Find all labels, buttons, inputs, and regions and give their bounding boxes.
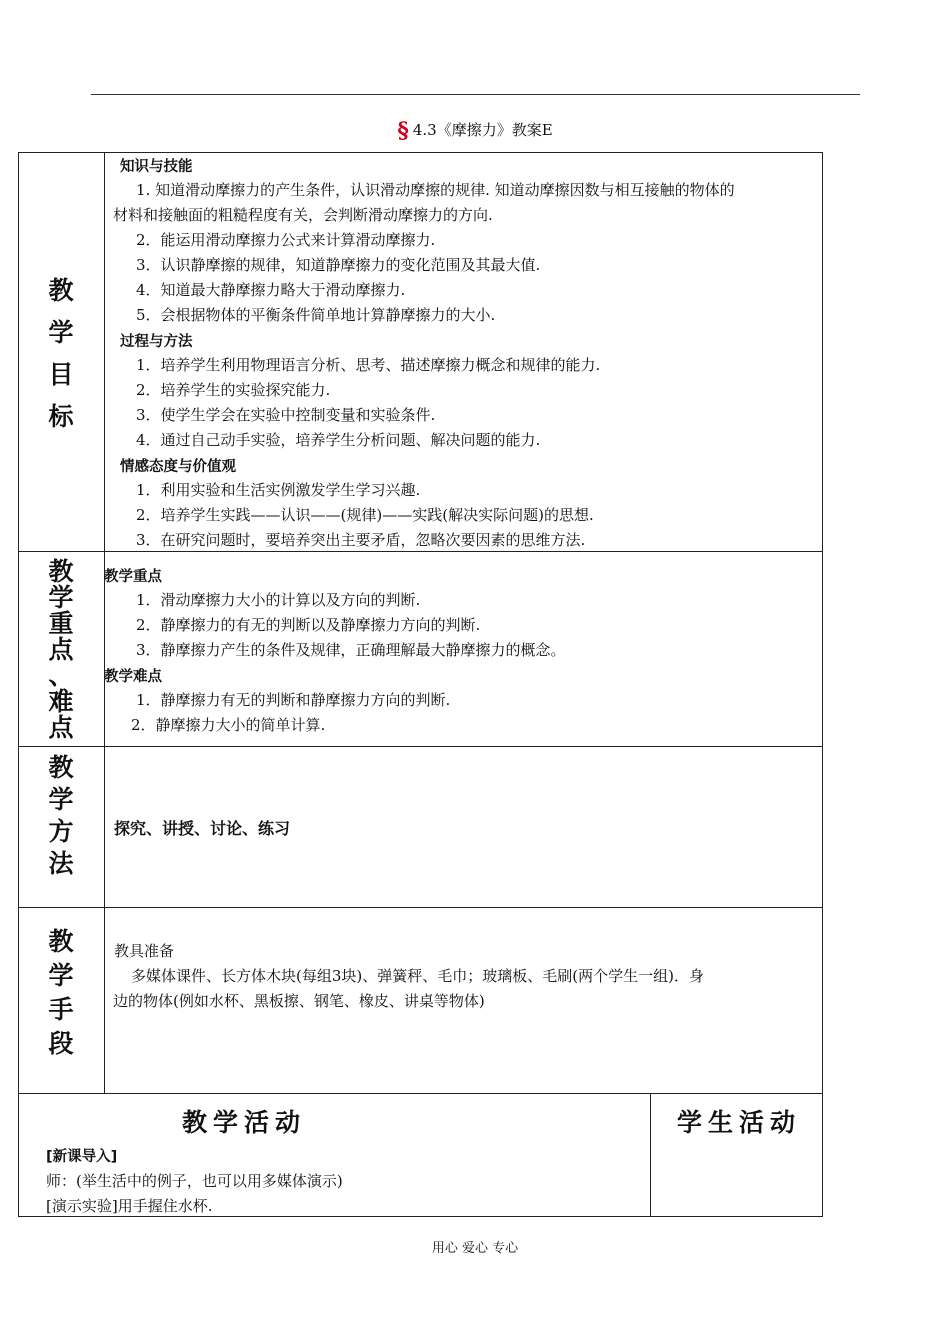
knowledge-item: 5．会根据物体的平衡条件简单地计算静摩擦力的大小. xyxy=(136,306,496,324)
process-item: 2．培养学生的实验探究能力. xyxy=(136,381,331,399)
objectives-label: 教 学 目 标 xyxy=(48,276,74,431)
knowledge-item: 1. 知道滑动摩擦力的产生条件，认识滑动摩擦的规律. 知道动摩擦因数与相互接触的物体的 xyxy=(136,181,735,199)
methods-label: 教 学 方 法 xyxy=(48,753,74,878)
document-title xyxy=(0,118,950,144)
teacher-activity-heading: 教学活动 xyxy=(182,1108,307,1137)
row-divider-1 xyxy=(18,551,823,552)
activity-section-heading: [新课导入] xyxy=(46,1149,118,1165)
process-item: 1．培养学生利用物理语言分析、思考、描述摩擦力概念和规律的能力. xyxy=(136,356,601,374)
emotion-item: 3．在研究问题时，要培养突出主要矛盾，忽略次要因素的思维方法. xyxy=(136,531,586,549)
key-item: 3．静摩擦力产生的条件及规律，正确理解最大静摩擦力的概念。 xyxy=(136,641,566,659)
title-text: 4.3《摩擦力》教案E xyxy=(412,121,553,139)
student-activity-heading: 学生活动 xyxy=(677,1108,802,1137)
means-heading: 教具准备 xyxy=(114,942,175,960)
activity-line: [演示实验]用手握住水杯. xyxy=(46,1197,213,1215)
knowledge-item: 材料和接触面的粗糙程度有关，会判断滑动摩擦力的方向. xyxy=(113,206,493,224)
process-item: 4．通过自己动手实验，培养学生分析问题、解决问题的能力. xyxy=(136,431,541,449)
row-divider-3 xyxy=(18,907,823,908)
methods-text: 探究、讲授、讨论、练习 xyxy=(114,819,291,838)
process-heading: 过程与方法 xyxy=(120,334,193,350)
key-item: 2．静摩擦力的有无的判断以及静摩擦力方向的判断. xyxy=(136,616,481,634)
key-item: 1．滑动摩擦力大小的计算以及方向的判断. xyxy=(136,591,421,609)
knowledge-item: 4．知道最大静摩擦力略大于滑动摩擦力. xyxy=(136,281,406,299)
knowledge-heading: 知识与技能 xyxy=(120,159,193,175)
key-heading: 教学重点 xyxy=(104,569,162,585)
means-label: 教 学 手 段 xyxy=(48,927,74,1058)
emotion-item: 2．培养学生实践——认识——(规律)——实践(解决实际问题)的思想. xyxy=(136,506,594,524)
emotion-item: 1．利用实验和生活实例激发学生学习兴趣. xyxy=(136,481,421,499)
knowledge-item: 2．能运用滑动摩擦力公式来计算滑动摩擦力. xyxy=(136,231,436,249)
difficult-item: 1．静摩擦力有无的判断和静摩擦力方向的判断. xyxy=(136,691,451,709)
emotion-heading: 情感态度与价值观 xyxy=(120,459,236,475)
difficult-heading: 教学难点 xyxy=(104,669,162,685)
activity-column-divider xyxy=(650,1093,651,1217)
row-divider-4 xyxy=(18,1093,823,1094)
means-line: 多媒体课件、长方体木块(每组3块)、弹簧秤、毛巾；玻璃板、毛刷(两个学生一组)．身 xyxy=(131,967,704,985)
row-divider-2 xyxy=(18,746,823,747)
header-rule xyxy=(91,94,860,95)
page-footer: 用心 爱心 专心 xyxy=(431,1241,519,1256)
means-line: 边的物体(例如水杯、黑板擦、钢笔、橡皮、讲桌等物体) xyxy=(113,992,485,1010)
activity-line: 师：(举生活中的例子，也可以用多媒体演示) xyxy=(46,1172,343,1190)
process-item: 3．使学生学会在实验中控制变量和实验条件. xyxy=(136,406,436,424)
knowledge-item: 3．认识静摩擦的规律，知道静摩擦力的变化范围及其最大值. xyxy=(136,256,541,274)
key-points-label: 教 学 重 点 、 难 点 xyxy=(48,557,74,742)
section-symbol: § xyxy=(397,118,409,144)
label-column-divider xyxy=(104,152,105,1093)
difficult-item: 2．静摩擦力大小的简单计算. xyxy=(131,716,326,734)
